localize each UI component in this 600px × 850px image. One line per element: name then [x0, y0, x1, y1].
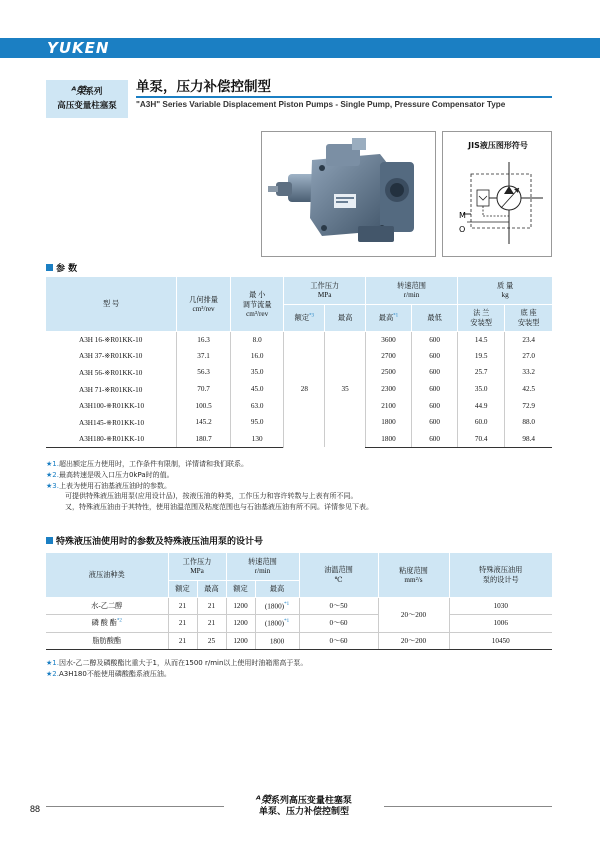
- note-line: [46, 658, 556, 669]
- cell-smin: 600: [412, 431, 458, 448]
- cell-s-rated: 1200: [226, 632, 255, 650]
- col-visc: 粘度范围 mm²/s: [378, 553, 449, 597]
- col-speed: 转速范围 r/min: [365, 277, 457, 304]
- cell-min-flow: 16.0: [230, 348, 284, 365]
- yuken-logo: YUKEN: [47, 39, 110, 57]
- cell-model: A3H180-※R01KK-10: [46, 431, 177, 448]
- cell-smin: 600: [412, 364, 458, 381]
- cell-flange: 60.0: [458, 414, 505, 431]
- section-params-heading: 参 数: [46, 263, 77, 275]
- cell-model: A3H 16-※R01KK-10: [46, 331, 177, 348]
- cell-min-flow: 8.0: [230, 331, 284, 348]
- cell-visc: 20～200: [378, 597, 449, 632]
- note-text: 可提供特殊液压油用泵(应用设计品)，按液压油的种类，工作压力和容许转数与上表有所不同。: [65, 492, 358, 501]
- cell-flange: 70.4: [458, 431, 505, 448]
- note-star: ★1.: [46, 460, 59, 468]
- cell-model: A3H145-※R01KK-10: [79, 418, 145, 427]
- cell-s-rated: 1200: [226, 615, 255, 633]
- col-pressure-rated: 额定$^{*3}$: [284, 304, 325, 331]
- cell-foot: 23.4: [505, 331, 552, 348]
- cell-fluid: 磷 酸 酯$^{*2}$: [46, 615, 168, 633]
- col-disp: 几何排量 cm³/rev: [177, 277, 231, 331]
- jis-title: JIS液压图形符号: [468, 141, 528, 150]
- title-cn: 单泵，压力补偿控制型: [136, 79, 271, 95]
- col-pressure: 工作压力 MPa: [284, 277, 365, 304]
- cell-flange: 14.5: [458, 331, 505, 348]
- col-s-max: 最高: [255, 580, 299, 597]
- cell-smin: 600: [412, 381, 458, 398]
- cell-temp: 0～50: [299, 597, 378, 615]
- note-text: 因水-乙二醇及磷酸酯比重大于1，从而在1500 r/min以上使用时油箱需高于泵。: [58, 659, 308, 667]
- cell-p-max: 21: [197, 615, 226, 633]
- footer-title: ᴬ榮系列高压变量柱塞泵 单泵、压力补偿控制型: [224, 795, 384, 818]
- note-line: [46, 459, 556, 470]
- cell-disp: 180.7: [177, 431, 231, 448]
- col-fluid: 液压油种类: [46, 553, 168, 597]
- cell-disp: 16.3: [177, 331, 231, 348]
- col-p-rated: 额定: [168, 580, 197, 597]
- col-foot: 底 座 安装型: [505, 304, 552, 331]
- col-s-rated: 额定: [226, 580, 255, 597]
- cell-smax: 2700: [365, 348, 411, 365]
- cell-smax: 3600: [365, 331, 411, 348]
- params-table: [46, 277, 552, 448]
- col-temp: 油温范围 ℃: [299, 553, 378, 597]
- footer-series-brand: ᴬ榮: [256, 795, 271, 806]
- jis-label-o: O: [459, 225, 466, 234]
- cell-smax: 2500: [365, 364, 411, 381]
- cell-visc: 20～200: [378, 632, 449, 650]
- cell-flange: 25.7: [458, 364, 505, 381]
- cell-foot: 88.0: [505, 414, 552, 431]
- cell-disp: 145.2: [177, 414, 231, 431]
- cell-s-rated: 1200: [226, 597, 255, 615]
- cell-foot: 33.2: [505, 364, 552, 381]
- title-en: "A3H" Series Variable Displacement Piston Pumps - Single Pump, Pressure Compensator Type: [136, 100, 506, 109]
- pump-illustration: [262, 132, 435, 256]
- table-row: [46, 597, 552, 615]
- cell-disp: 37.1: [177, 348, 231, 365]
- cell-foot: 98.4: [505, 431, 552, 448]
- cell-fluid: 水-乙二醇: [46, 597, 168, 615]
- cell-s-max: $(1800)^{*1}$: [255, 597, 299, 615]
- note-line: [46, 669, 556, 680]
- cell-smax: 1800: [365, 431, 411, 448]
- note-line: [46, 470, 556, 481]
- cell-p-max: 25: [197, 632, 226, 650]
- series-label: [46, 80, 128, 118]
- col-pressure2: 工作压力 MPa: [168, 553, 226, 580]
- jis-hydraulic-symbol: [443, 152, 551, 252]
- cell-smin: 600: [412, 414, 458, 431]
- col-model: 型 号: [46, 277, 177, 331]
- cell-flange: 44.9: [458, 397, 505, 414]
- title-rule: [136, 96, 552, 98]
- series-line2: 高压变量柱塞泵: [57, 101, 117, 111]
- table-row: [46, 331, 552, 348]
- table-row: [46, 615, 552, 633]
- cell-foot: 27.0: [505, 348, 552, 365]
- page-number: 88: [30, 804, 41, 814]
- table-row: [46, 632, 552, 650]
- cell-min-flow: 35.0: [230, 364, 284, 381]
- cell-disp: 70.7: [177, 381, 231, 398]
- note-line: [46, 481, 556, 492]
- cell-smin: 600: [412, 331, 458, 348]
- cell-disp: 100.5: [177, 397, 231, 414]
- cell-min-flow: 130: [230, 431, 284, 448]
- note-text: A3H180不能使用磷酸酯系液压油。: [58, 669, 171, 678]
- series-suffix: 系列: [85, 87, 103, 97]
- cell-p-max: 21: [197, 597, 226, 615]
- note-text: 超出额定压力使用时，工作条件有限制，详情请和我们联系。: [58, 460, 248, 468]
- note-star: ★2.: [46, 470, 59, 479]
- bullet-square-icon: [46, 537, 53, 544]
- jis-symbol-box: [442, 131, 552, 257]
- cell-model: A3H 56-※R01KK-10: [79, 368, 143, 377]
- note-star: ★1.: [46, 659, 59, 667]
- cell-flange: 19.5: [458, 348, 505, 365]
- params-notes: [46, 459, 556, 513]
- section-special-fluid-heading: 特殊液压油使用时的参数及特殊液压油用泵的设计号: [46, 536, 263, 548]
- col-speed-max: 最高$^{*1}$: [365, 304, 411, 331]
- col-mass: 质 量 kg: [458, 277, 552, 304]
- page-footer: [0, 794, 600, 822]
- brand-bar: [0, 38, 600, 58]
- col-min-flow: 最 小 调节流量 cm³/rev: [230, 277, 284, 331]
- note-line: [46, 502, 556, 513]
- cell-flange: 35.0: [458, 381, 505, 398]
- col-speed-min: 最低: [412, 304, 458, 331]
- note-line: [46, 491, 556, 502]
- cell-model: A3H100-※R01KK-10: [79, 402, 145, 411]
- series-brand: ᴬ榮: [71, 86, 86, 97]
- cell-model: A3H 37-※R01KK-10: [79, 352, 143, 361]
- cell-smax: 2100: [365, 397, 411, 414]
- note-text: 上表为使用石油基液压油时的参数。: [58, 481, 171, 490]
- cell-fluid: 脂肪酸酯: [46, 632, 168, 650]
- cell-design: 1030: [449, 597, 552, 615]
- special-fluid-notes: [46, 658, 556, 680]
- pump-photo: [261, 131, 436, 257]
- special-fluid-table: [46, 553, 552, 650]
- col-pressure-max: 最高: [325, 304, 366, 331]
- cell-foot: 42.5: [505, 381, 552, 398]
- note-text: 又，特殊液压油由于其特性，使用油温范围及粘度范围也与石油基液压油有所不同。详情参见下表。: [65, 503, 373, 512]
- page-title: [136, 78, 271, 96]
- cell-s-max: $(1800)^{*1}$: [255, 615, 299, 633]
- cell-p-rated: 21: [168, 632, 197, 650]
- cell-s-max: 1800: [255, 632, 299, 650]
- cell-smax: 1800: [365, 414, 411, 431]
- cell-design: 10450: [449, 632, 552, 650]
- cell-design: 1006: [449, 615, 552, 633]
- jis-label-m: M: [459, 211, 466, 220]
- cell-disp: 56.3: [177, 364, 231, 381]
- cell-min-flow: 95.0: [230, 414, 284, 431]
- note-star: ★2.: [46, 669, 59, 678]
- col-p-max: 最高: [197, 580, 226, 597]
- cell-foot: 72.9: [505, 397, 552, 414]
- col-speed2: 转速范围 r/min: [226, 553, 299, 580]
- cell-smax: 2300: [365, 381, 411, 398]
- col-design: 特殊液压油用 泵的设计号: [449, 553, 552, 597]
- cell-temp: 0～60: [299, 615, 378, 633]
- cell-min-flow: 63.0: [230, 397, 284, 414]
- cell-smin: 600: [412, 348, 458, 365]
- bullet-square-icon: [46, 264, 53, 271]
- note-star: ★3.: [46, 481, 59, 490]
- cell-p-rated: 21: [168, 615, 197, 633]
- note-text: 最高转速是吸入口压力0kPa时的值。: [58, 470, 174, 479]
- cell-smin: 600: [412, 397, 458, 414]
- cell-temp: 0～60: [299, 632, 378, 650]
- cell-p-rated: 21: [168, 597, 197, 615]
- cell-pressure-max: 35: [325, 331, 366, 447]
- cell-model: A3H 71-※R01KK-10: [79, 385, 143, 394]
- cell-min-flow: 45.0: [230, 381, 284, 398]
- cell-pressure-rated: 28: [284, 331, 325, 447]
- col-flange: 法 兰 安装型: [458, 304, 505, 331]
